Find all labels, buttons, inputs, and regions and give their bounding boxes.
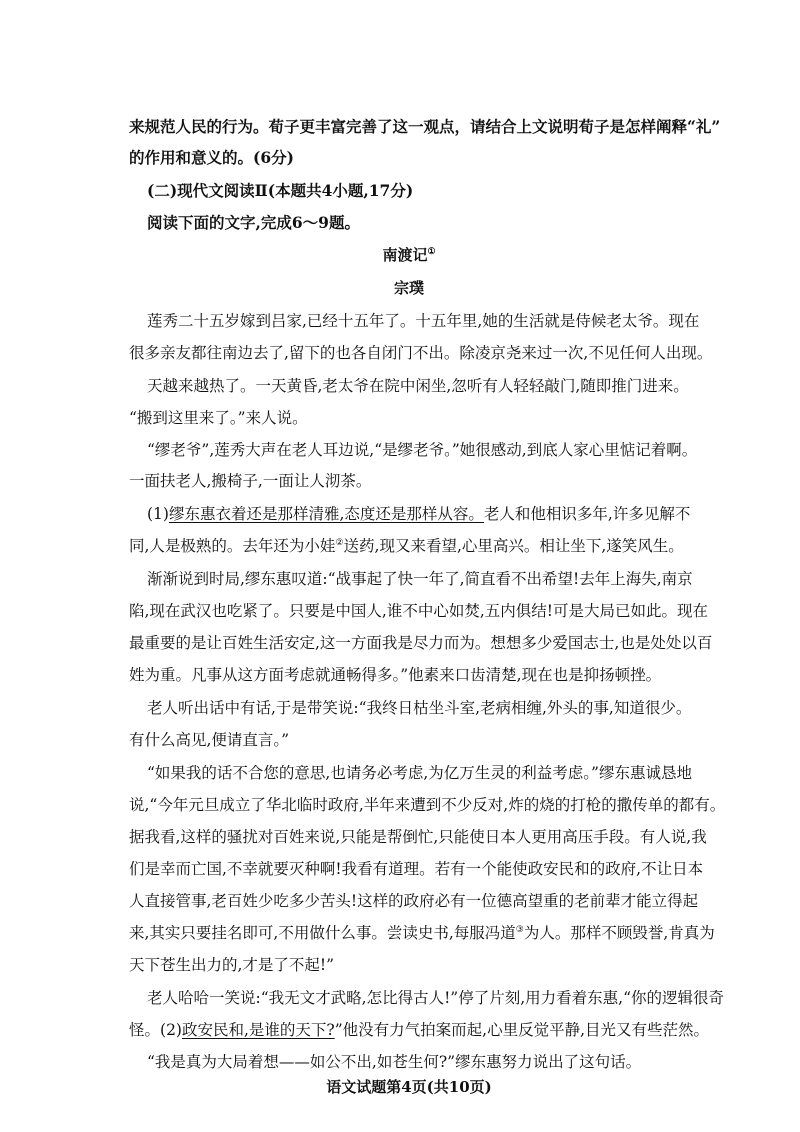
- paragraph-line: 人直接管事,老百姓少吃多少苦头!这样的政府必有一位德高望重的老前辈才能立得起: [129, 892, 699, 910]
- paragraph-line: 一面扶老人,搬椅子,一面让人沏茶。: [129, 472, 372, 490]
- underlined-sentence-1: 缪东惠衣着还是那样清雅,态度还是那样从容。: [168, 505, 484, 523]
- story-title-text: 南渡记: [382, 246, 428, 264]
- question-marker-1: (1): [147, 505, 169, 523]
- paragraph-line: 天下苍生出力的,才是了不起!”: [129, 956, 335, 974]
- question-tail-line-1: 来规范人民的行为。荀子更丰富完善了这一观点，请结合上文说明荀子是怎样阐释“礼”: [129, 117, 721, 136]
- paragraph-line: 很多亲友都往南边去了,留下的也各自闭门不出。除凌京尧来过一次,不见任何人出现。: [129, 344, 713, 362]
- paragraph-line: 们是幸而亡国,不幸就要灭种啊!我看有道理。若有一个能使政安民和的政府,不让日本: [129, 860, 704, 878]
- paragraph-line: [147, 503, 707, 525]
- paragraph-text: 老人和他相识多年,许多见解不: [483, 505, 691, 523]
- story-author: 宗璞: [393, 279, 424, 297]
- paragraph-line: 据我看,这样的骚扰对百姓来说,只能是帮倒忙,只能使日本人更用高压手段。有人说,我: [129, 828, 707, 846]
- paragraph-line: 姓为重。凡事从这方面考虑就通畅得多。”他素来口齿清楚,现在也是抑扬顿挫。: [129, 666, 662, 684]
- paragraph-line: 莲秀二十五岁嫁到吕家,已经十五年了。十五年里,她的生活就是侍候老太爷。现在: [147, 312, 700, 330]
- paragraph-line: 有什么高见,便请直言。”: [129, 731, 290, 749]
- paragraph-text: 为人。那样不顾毁誉,肯真为: [523, 924, 715, 942]
- paragraph-line: 说,“今年元旦成立了华北临时政府,半年来遭到不少反对,炸的烧的打枪的撒传单的都有。: [129, 796, 726, 814]
- paragraph-line: [129, 922, 715, 944]
- question-marker-2: (2): [160, 1021, 182, 1039]
- underlined-sentence-2: 政安民和,是谁的天下?: [181, 1021, 335, 1039]
- paragraph-text: 同,人是极熟的。去年还为小娃: [129, 537, 336, 555]
- paragraph-text: 来,其实只要挂名即可,不用做什么事。尝读史书,每服冯道: [129, 924, 516, 942]
- paragraph-line: 最重要的是让百姓生活安定,这一方面我是尽力而为。想想多少爱国志士,也是处处以百: [129, 634, 713, 652]
- paragraph-line: “如果我的话不合您的意思,也请务必考虑,为亿万生灵的利益考虑。”缪东惠诚恳地: [147, 764, 692, 782]
- page-footer: 语文试题第4页(共10页): [326, 1078, 492, 1096]
- paragraph-line: “缪老爷”,莲秀大声在老人耳边说,“是缪老爷。”她很感动,到底人家心里惦记着啊。: [147, 441, 698, 459]
- footnote-mark-3: ③: [515, 924, 524, 935]
- paragraph-line: 陷,现在武汉也吃紧了。只要是中国人,谁不中心如焚,五内俱结!可是大局已如此。现在: [129, 602, 709, 620]
- question-tail-line-2: 的作用和意义的。(6分): [129, 148, 294, 167]
- paragraph-line: “搬到这里来了。”来人说。: [129, 409, 308, 427]
- paragraph-text: 怪。: [129, 1021, 161, 1039]
- footnote-mark-2: ②: [335, 537, 344, 548]
- paragraph-line: 渐渐说到时局,缪东惠叹道:“战事起了快一年了,简直看不出希望!去年上海失,南京: [147, 570, 693, 588]
- paragraph-line: 天越来越热了。一天黄昏,老太爷在院中闲坐,忽听有人轻轻敲门,随即推门进来。: [147, 377, 689, 395]
- story-title: [129, 244, 689, 266]
- reading-instruction: 阅读下面的文字,完成6～9题。: [147, 213, 360, 232]
- paragraph-line: [129, 1019, 710, 1041]
- story-title-footnote-mark: ①: [427, 247, 436, 257]
- paragraph-line: [129, 535, 689, 557]
- paragraph-line: “我是真为大局着想——如公不出,如苍生何?”缪东惠努力说出了这句话。: [147, 1053, 642, 1071]
- paragraph-line: 老人哈哈一笑说:“我无文才武略,怎比得古人!”停了片刻,用力看着东惠,“你的逻辑很奇: [147, 989, 725, 1007]
- paragraph-text: 送药,现又来看望,心里高兴。相让坐下,遂笑风生。: [343, 537, 684, 555]
- paragraph-text: ”他没有力气拍案而起,心里反觉平静,目光又有些茫然。: [334, 1021, 710, 1039]
- section-heading: (二)现代文阅读Ⅱ(本题共4小题,17分): [147, 181, 414, 200]
- paragraph-line: 老人听出话中有话,于是带笑说:“我终日枯坐斗室,老病相缠,外头的事,知道很少。: [147, 699, 692, 717]
